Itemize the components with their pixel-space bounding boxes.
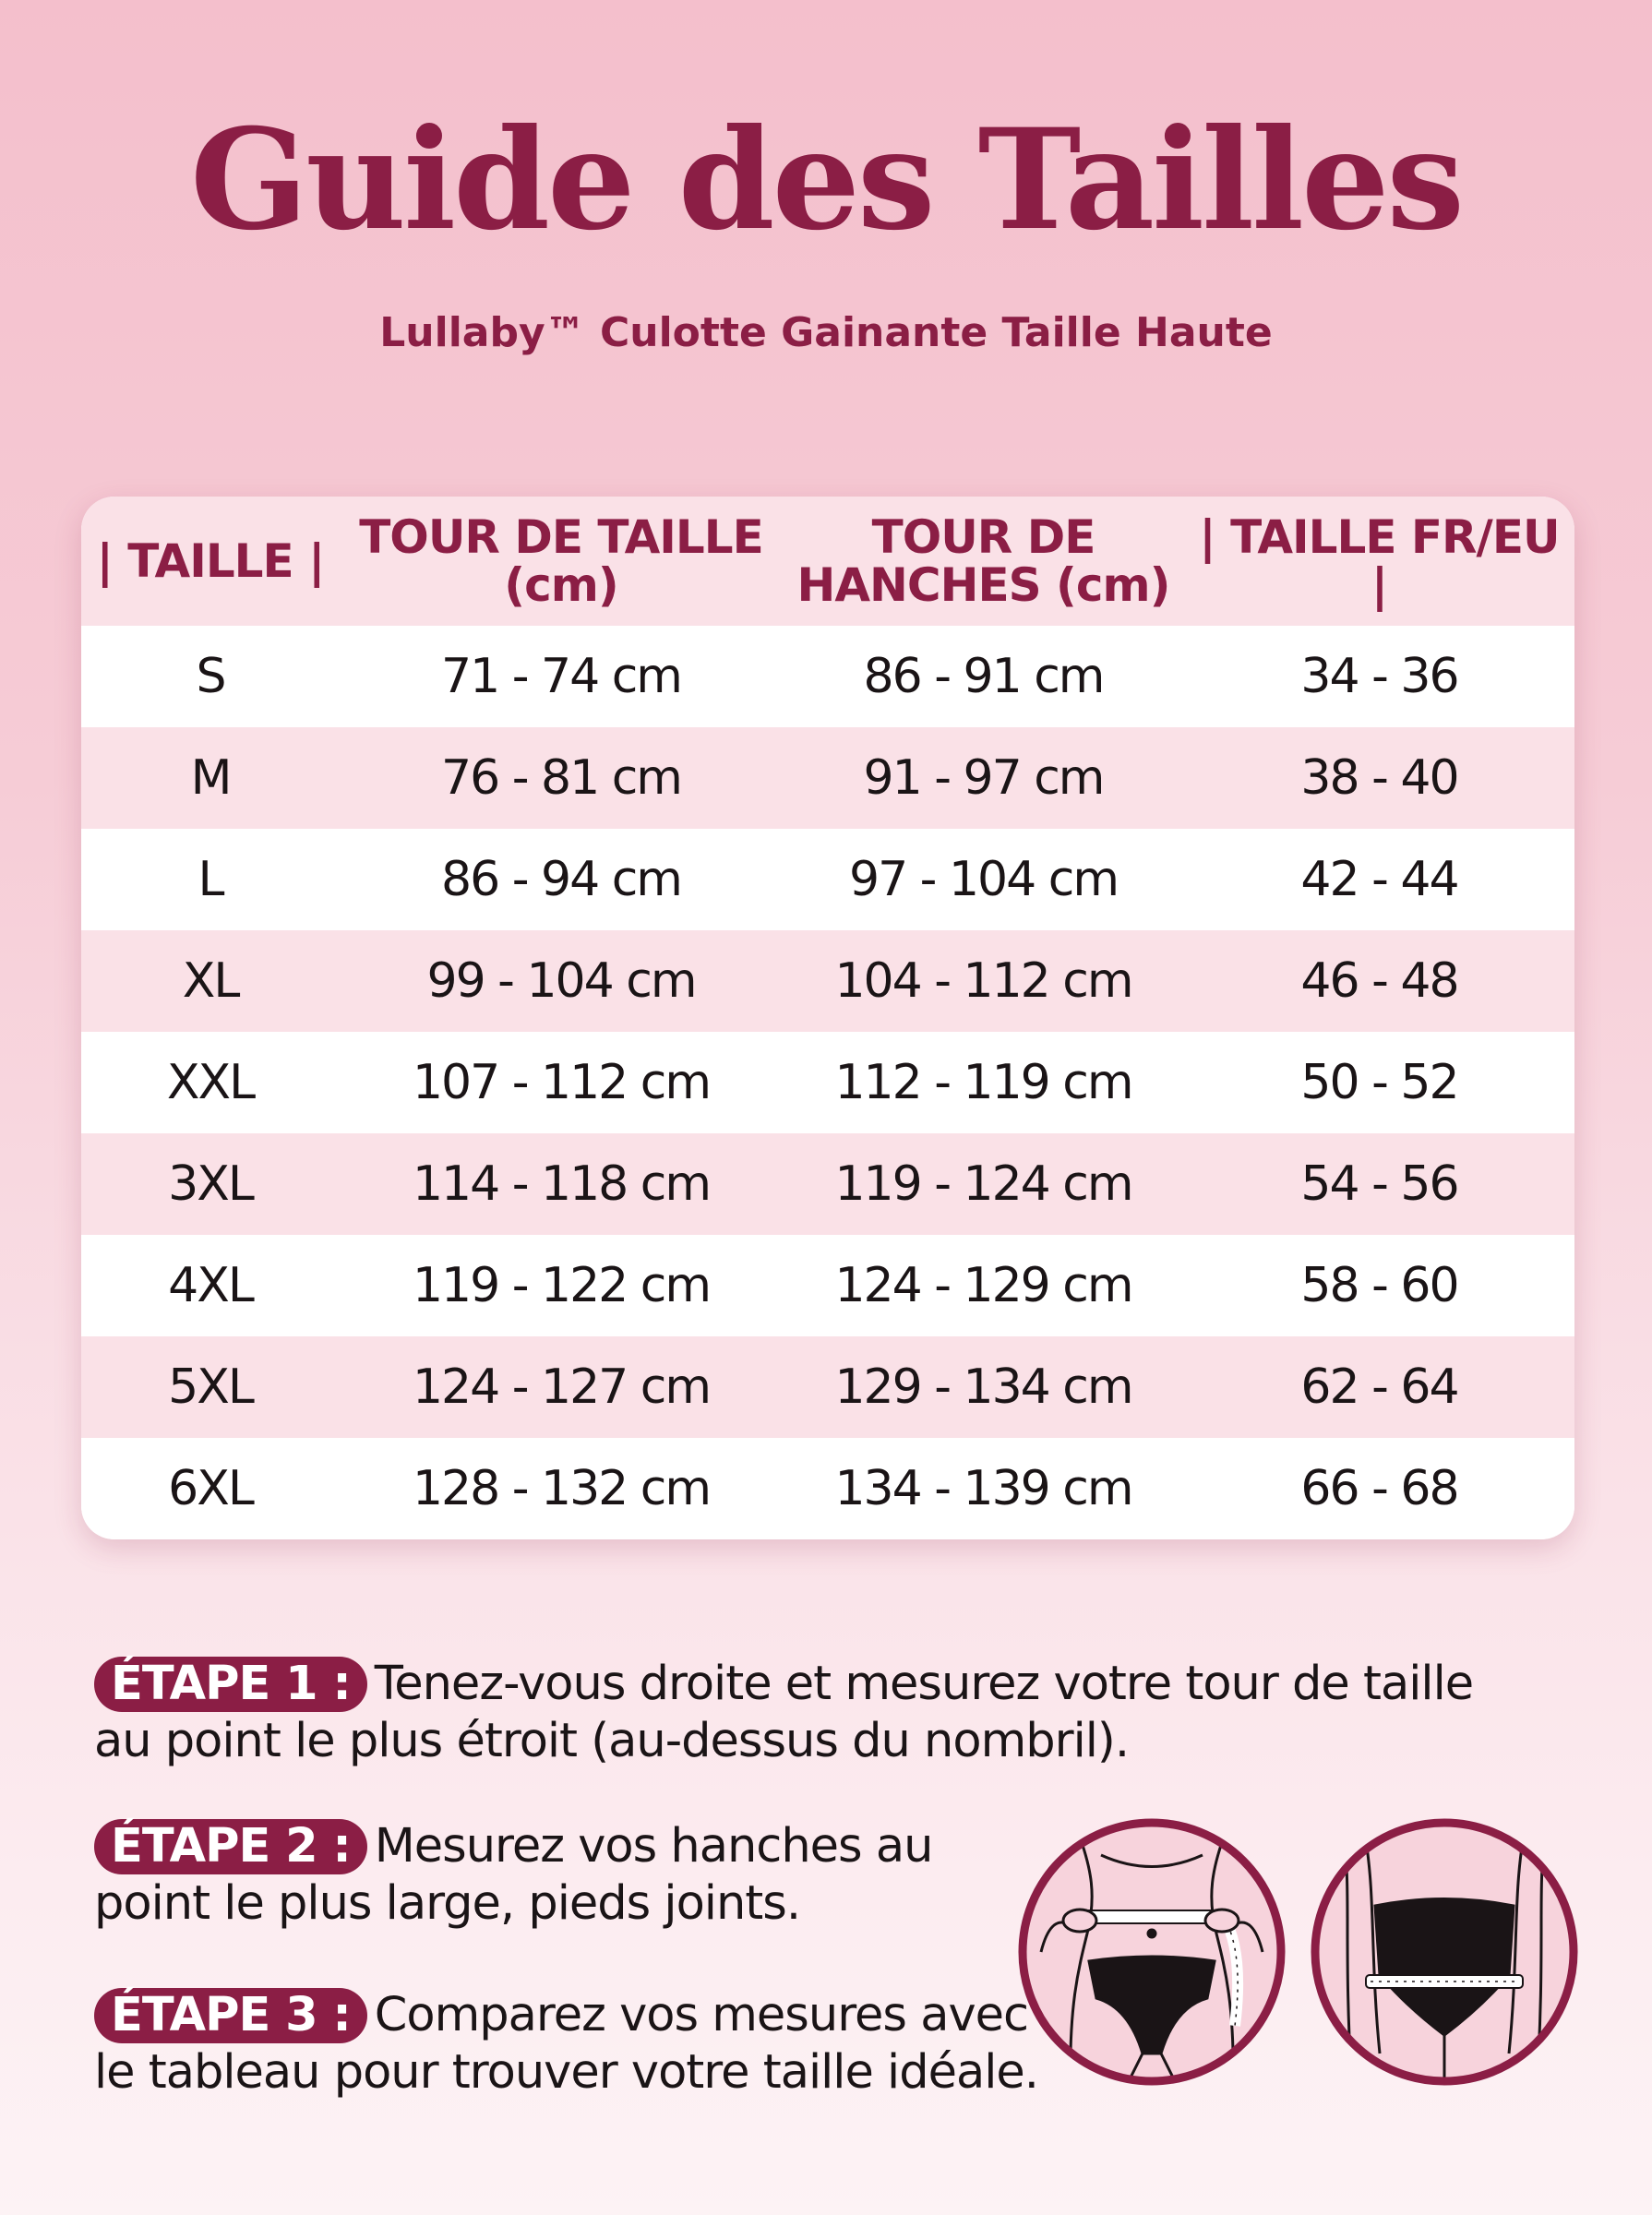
hips-cell: 129 - 134 cm xyxy=(834,1359,1132,1415)
waist-cell: 76 - 81 cm xyxy=(441,750,681,806)
waist-cell: 71 - 74 cm xyxy=(441,649,681,704)
hips-cell: 91 - 97 cm xyxy=(863,750,1104,806)
fr-eu-cell: 38 - 40 xyxy=(1300,750,1458,806)
table-row xyxy=(81,1235,1574,1336)
size-cell: 5XL xyxy=(168,1359,253,1415)
hips-cell: 97 - 104 cm xyxy=(848,852,1118,907)
table-row xyxy=(81,626,1574,727)
waist-cell: 128 - 132 cm xyxy=(412,1461,711,1516)
table-row xyxy=(81,1438,1574,1539)
hip-measurement-illustration xyxy=(1306,1814,1583,2090)
step-2 xyxy=(94,1818,1045,1933)
table-header xyxy=(81,497,1574,626)
waist-cell: 124 - 127 cm xyxy=(412,1359,711,1415)
header-taille: | TAILLE | xyxy=(96,533,325,588)
table-row xyxy=(81,727,1574,829)
table-row xyxy=(81,829,1574,930)
hips-cell: 119 - 124 cm xyxy=(834,1156,1132,1212)
size-cell: 6XL xyxy=(168,1461,253,1516)
fr-eu-cell: 58 - 60 xyxy=(1300,1258,1458,1313)
step-3-badge: ÉTAPE 3 : xyxy=(94,1988,367,2043)
fr-eu-cell: 62 - 64 xyxy=(1300,1359,1458,1415)
waist-cell: 114 - 118 cm xyxy=(412,1156,711,1212)
page-title: Guide des Tailles xyxy=(190,99,1462,261)
table-row xyxy=(81,930,1574,1032)
waist-cell: 86 - 94 cm xyxy=(441,852,681,907)
hips-cell: 112 - 119 cm xyxy=(834,1055,1132,1110)
size-cell: XL xyxy=(182,953,239,1009)
waist-cell: 107 - 112 cm xyxy=(412,1055,711,1110)
step-2-badge: ÉTAPE 2 : xyxy=(94,1819,367,1874)
fr-eu-cell: 34 - 36 xyxy=(1300,649,1458,704)
size-cell: S xyxy=(196,649,225,704)
table-body xyxy=(81,626,1574,1539)
fr-eu-cell: 50 - 52 xyxy=(1300,1055,1458,1110)
fr-eu-cell: 42 - 44 xyxy=(1300,852,1458,907)
step-3-text: Comparez vos mesures avec le tableau pour trouver votre taille idéale. xyxy=(94,1988,1038,2100)
step-3 xyxy=(94,1987,1045,2101)
table-row xyxy=(81,1133,1574,1235)
waist-cell: 99 - 104 cm xyxy=(426,953,696,1009)
size-cell: L xyxy=(198,852,223,907)
fr-eu-cell: 46 - 48 xyxy=(1300,953,1458,1009)
step-1-badge: ÉTAPE 1 : xyxy=(94,1657,367,1712)
size-cell: M xyxy=(190,750,231,806)
waist-cell: 119 - 122 cm xyxy=(412,1258,711,1313)
hips-cell: 104 - 112 cm xyxy=(834,953,1132,1009)
header-tour-de-hanches: TOUR DE HANCHES (cm) xyxy=(796,509,1170,612)
size-cell: 4XL xyxy=(168,1258,253,1313)
size-cell: XXL xyxy=(166,1055,255,1110)
fr-eu-cell: 54 - 56 xyxy=(1300,1156,1458,1212)
header-taille-fr-eu: | TAILLE FR/EU | xyxy=(1199,509,1560,612)
product-subtitle: Lullaby™ Culotte Gainante Taille Haute xyxy=(379,309,1273,356)
hips-cell: 86 - 91 cm xyxy=(863,649,1104,704)
hips-cell: 124 - 129 cm xyxy=(834,1258,1132,1313)
step-2-text: Mesurez vos hanches au point le plus large, pieds joints. xyxy=(94,1819,933,1931)
header-tour-de-taille: TOUR DE TAILLE (cm) xyxy=(359,509,763,612)
table-row xyxy=(81,1336,1574,1438)
waist-measurement-illustration xyxy=(1013,1814,1290,2090)
step-1-text: Tenez-vous droite et mesurez votre tour de taille au point le plus étroit (au-dessus du nombril). xyxy=(94,1657,1474,1768)
size-cell: 3XL xyxy=(168,1156,253,1212)
step-1 xyxy=(94,1656,1534,1770)
table-row xyxy=(81,1032,1574,1133)
hips-cell: 134 - 139 cm xyxy=(834,1461,1132,1516)
size-table xyxy=(81,497,1574,1539)
fr-eu-cell: 66 - 68 xyxy=(1300,1461,1458,1516)
